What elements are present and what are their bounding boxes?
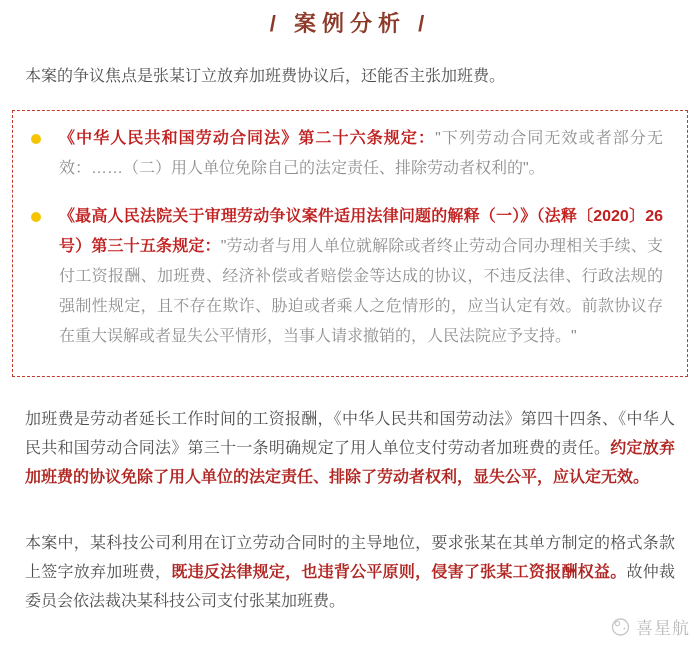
intro-paragraph: 本案的争议焦点是张某订立放弃加班费协议后，还能否主张加班费。 — [25, 68, 506, 85]
list-item — [31, 124, 663, 184]
watermark — [610, 614, 690, 639]
law-item-text — [59, 202, 663, 352]
bullet-icon — [31, 134, 41, 144]
page-title: / 案例分析 / — [269, 11, 431, 36]
analysis-paragraph — [25, 405, 675, 492]
conclusion-paragraph — [25, 529, 675, 616]
law-item-title: 《最高人民法院关于审理劳动争议案件适用法律问题的解释（一）》（法释〔2020〕26号）第三十五条规定： — [59, 208, 663, 255]
conclusion-normal-text: 本案中，某科技公司利用在订立劳动合同时的主导地位，要求张某在其单方制定的格式条款上签字放弃加班费， — [25, 535, 675, 581]
article — [0, 9, 700, 638]
logo-icon — [610, 616, 631, 637]
law-quote-box — [12, 110, 688, 377]
conclusion-normal-text: 故仲裁委员会依法裁决某科技公司支付张某加班费。 — [25, 564, 675, 610]
law-item-text — [59, 124, 663, 184]
watermark-text: 喜星航 — [636, 619, 690, 638]
conclusion-emphasis-text: 既违反法律规定，也违背公平原则，侵害了张某工资报酬权益。 — [171, 564, 627, 581]
law-item-title: 《中华人民共和国劳动合同法》第二十六条规定： — [59, 130, 436, 147]
analysis-normal-text: 加班费是劳动者延长工作时间的工资报酬，《中华人民共和国劳动法》第四十四条、《中华人民共和国劳动合同法》第三十一条明确规定了用人单位支付劳动者加班费的责任。 — [25, 411, 675, 457]
law-item-quote: "下列劳动合同无效或者部分无效：……（二）用人单位免除自己的法定责任、排除劳动者权利的"。 — [59, 130, 663, 177]
list-item — [31, 202, 663, 352]
law-item-quote: "劳动者与用人单位就解除或者终止劳动合同办理相关手续、支付工资报酬、加班费、经济补偿或者赔偿金等达成的协议，不违反法律、行政法规的强制性规定，且不存在欺诈、胁迫或者乘人之危情形的，应当认定有效。前款协议存在重大误解或者显失公平情形，当事人请求撤销的，人民法院应予支持。" — [59, 238, 663, 345]
analysis-emphasis-text: 约定放弃加班费的协议免除了用人单位的法定责任、排除了劳动者权利，显失公平，应认定无效。 — [25, 440, 675, 486]
bullet-icon — [31, 212, 41, 222]
